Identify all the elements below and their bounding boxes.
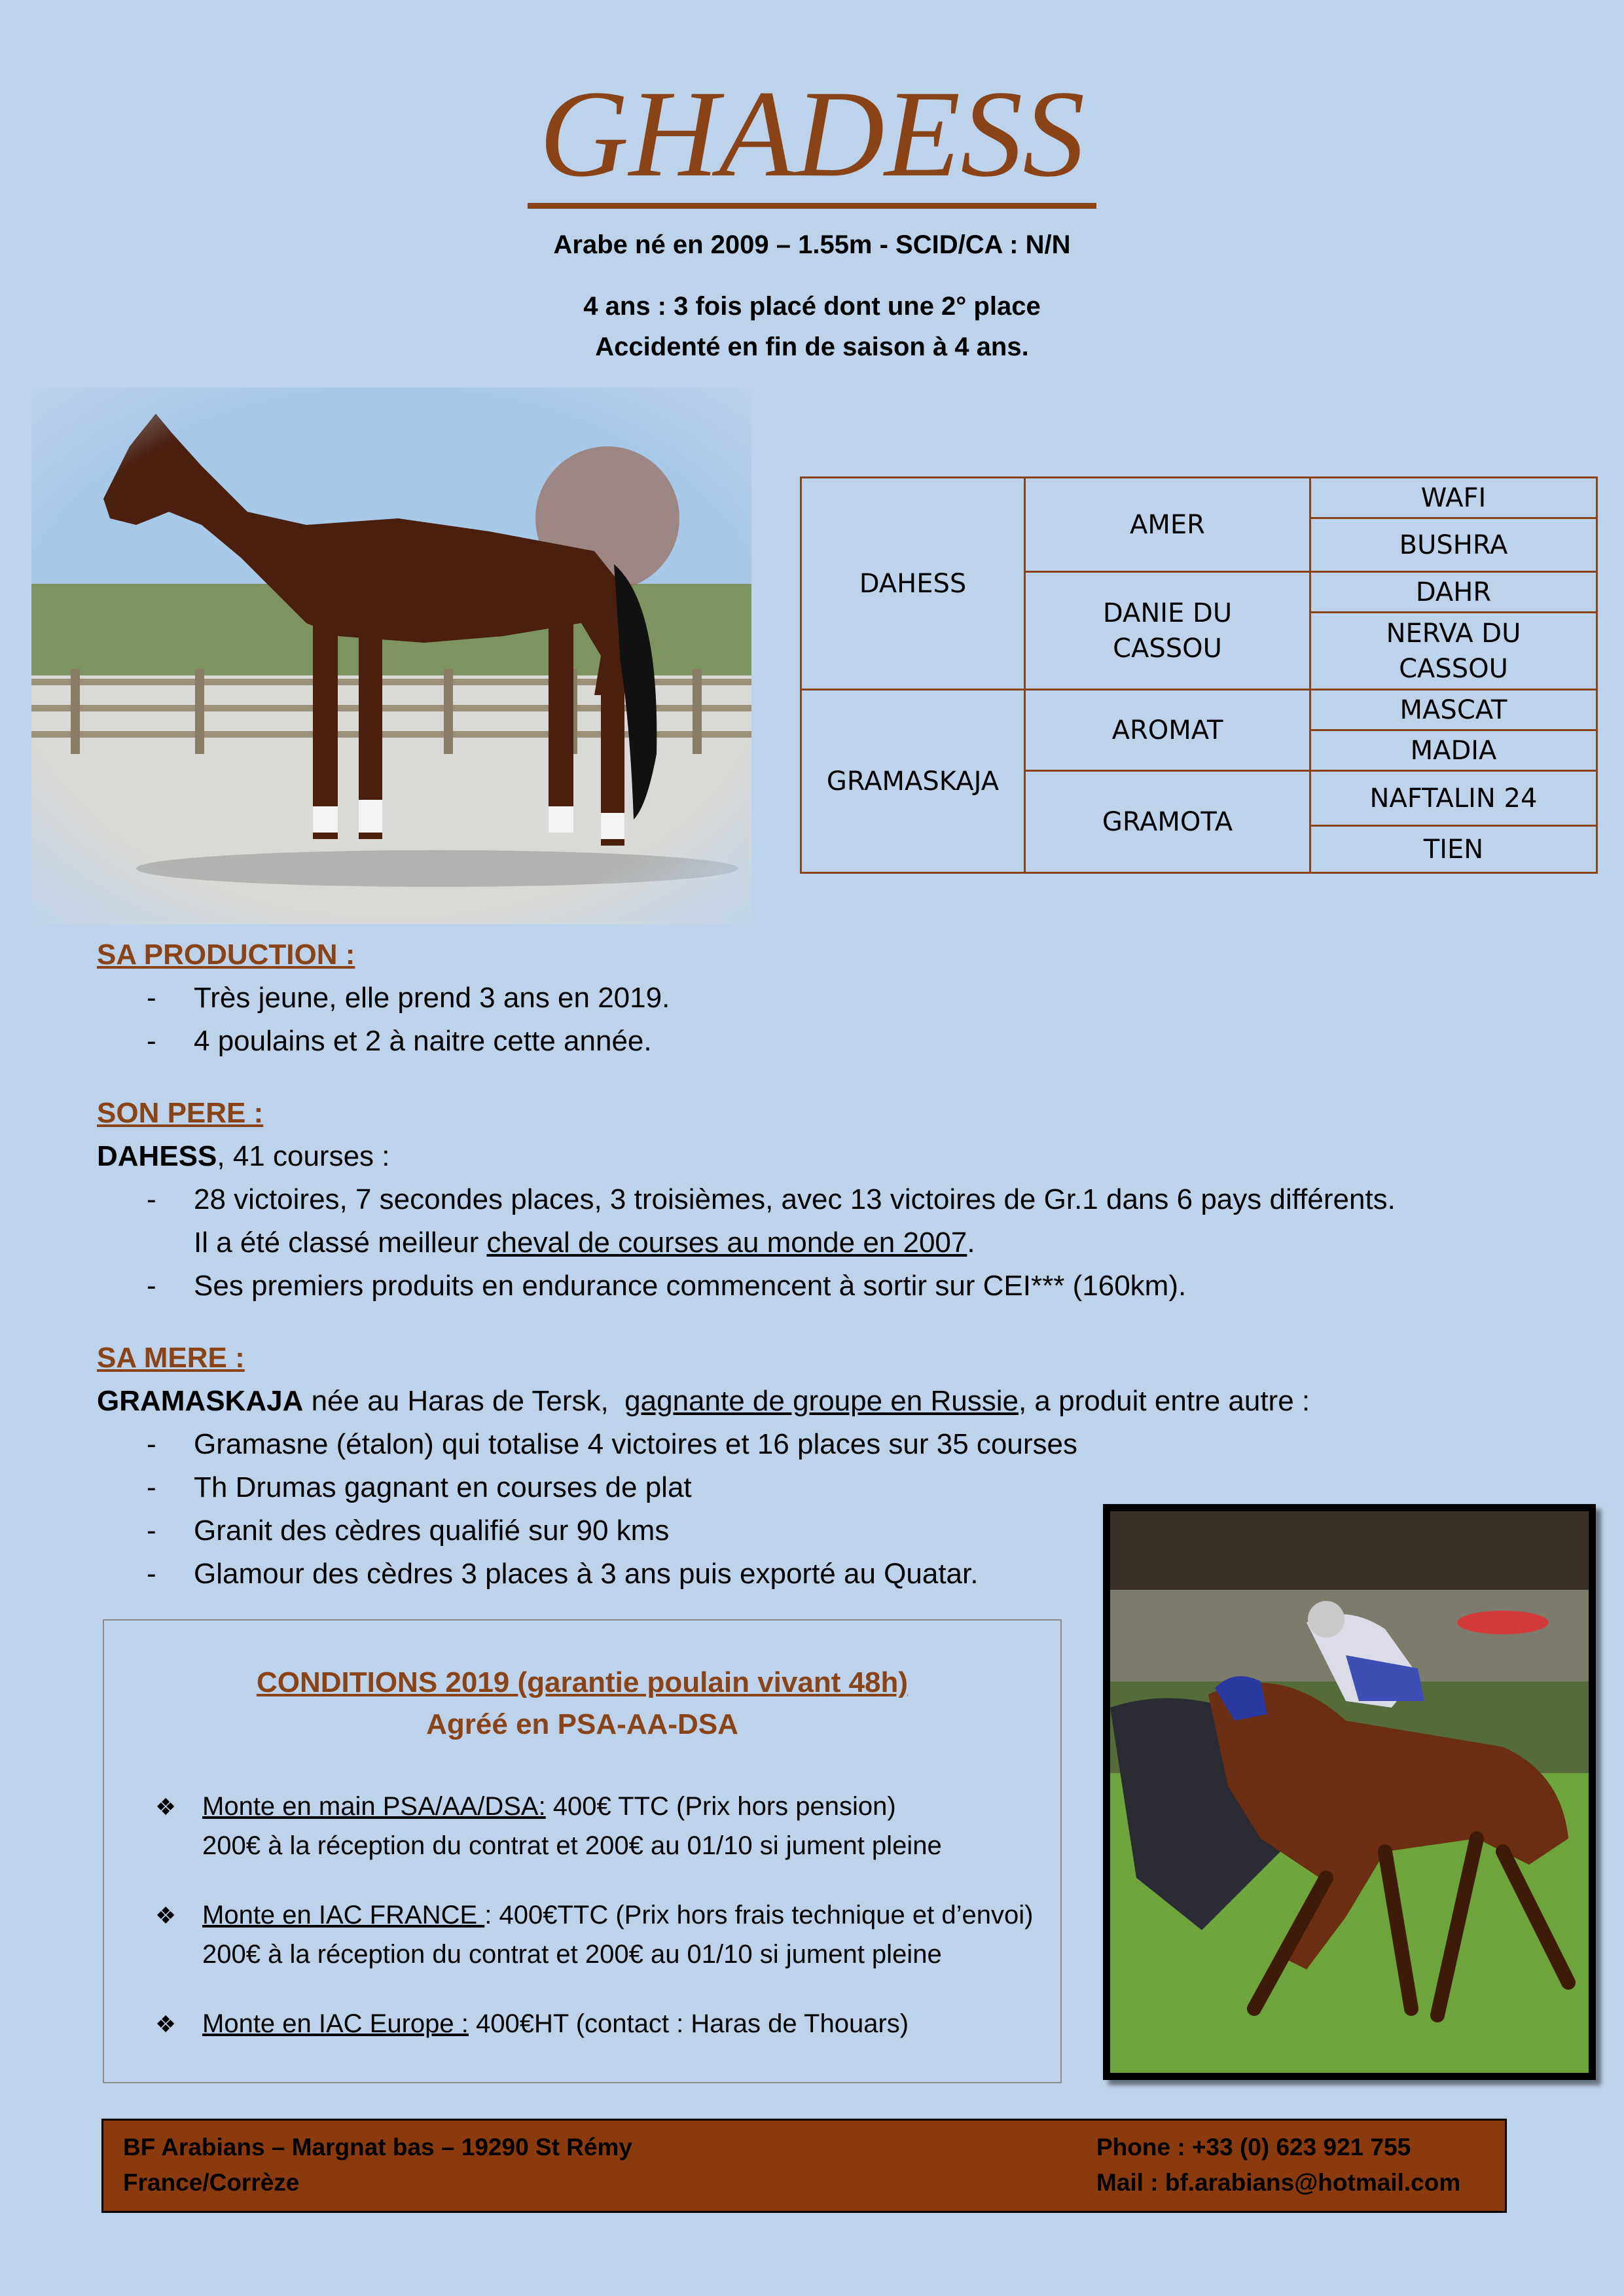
sire-heading: SON PERE : — [97, 1097, 264, 1129]
pedigree-g3-2: BUSHRA — [1310, 518, 1597, 572]
dam-intro: GRAMASKAJA née au Haras de Tersk, gagnante de groupe en Russie, a produit entre autre : — [97, 1385, 1310, 1417]
pedigree-sire: DAHESS — [801, 478, 1025, 690]
pedigree-dam-sire: AROMAT — [1025, 690, 1310, 771]
conditions-box — [103, 1619, 1062, 2083]
condition-item-continuation: 200€ à la réception du contrat et 200€ au 01/10 si jument pleine — [202, 1940, 942, 1969]
sire-intro: DAHESS, 41 courses : — [97, 1140, 390, 1172]
condition-item: ❖ Monte en IAC Europe : 400€HT (contact : Haras de Thouars) — [155, 2009, 909, 2038]
condition-item: ❖ Monte en IAC FRANCE : 400€TTC (Prix hors frais technique et d’envoi) — [155, 1901, 1034, 1929]
dam-offspring-item: - Gramasne (étalon) qui totalise 4 victoires et 16 places sur 35 courses — [147, 1428, 1077, 1460]
race-record-line1: 4 ans : 3 fois placé dont une 2° place — [583, 292, 1041, 321]
dam-offspring-item: - Th Drumas gagnant en courses de plat — [147, 1471, 692, 1503]
pedigree-g3-8: TIEN — [1310, 826, 1597, 873]
footer-phone: Phone : +33 (0) 623 921 755 — [1096, 2134, 1411, 2161]
diamond-bullet-icon: ❖ — [155, 1793, 177, 1820]
pedigree-sire-sire: AMER — [1025, 478, 1310, 572]
condition-item: ❖ Monte en main PSA/AA/DSA: 400€ TTC (Prix hors pension) — [155, 1792, 896, 1821]
footer-address-line2: France/Corrèze — [123, 2169, 300, 2196]
contact-footer — [101, 2119, 1507, 2213]
dam-offspring-item: - Granit des cèdres qualifié sur 90 kms — [147, 1515, 670, 1547]
production-item: - 4 poulains et 2 à naitre cette année. — [147, 1025, 652, 1057]
footer-mail: Mail : bf.arabians@hotmail.com — [1096, 2169, 1461, 2196]
diamond-bullet-icon: ❖ — [155, 2011, 177, 2037]
pedigree-table — [800, 476, 1598, 874]
conditions-title: CONDITIONS 2019 (garantie poulain vivant 48h) — [256, 1666, 909, 1698]
production-heading: SA PRODUCTION : — [97, 939, 355, 971]
pedigree-g3-4: NERVA DU CASSOU — [1310, 613, 1597, 690]
horse-name-title: GHADESS — [0, 72, 1624, 196]
conditions-subtitle: Agréé en PSA-AA-DSA — [426, 1708, 738, 1740]
pedigree-g3-7: NAFTALIN 24 — [1310, 771, 1597, 826]
pedigree-g3-1: WAFI — [1310, 478, 1597, 518]
pedigree-dam: GRAMASKAJA — [801, 690, 1025, 873]
dam-heading: SA MERE : — [97, 1342, 245, 1374]
pedigree-g3-5: MASCAT — [1310, 690, 1597, 730]
sire-item-continuation: Il a été classé meilleur cheval de courses au monde en 2007. — [194, 1227, 975, 1259]
diamond-bullet-icon: ❖ — [155, 1902, 177, 1929]
pedigree-sire-dam: DANIE DU CASSOU — [1025, 572, 1310, 690]
race-record-line2: Accidenté en fin de saison à 4 ans. — [595, 332, 1029, 361]
pedigree-g3-3: DAHR — [1310, 572, 1597, 613]
race-photo — [1103, 1504, 1596, 2080]
production-item: - Très jeune, elle prend 3 ans en 2019. — [147, 982, 670, 1014]
condition-item-continuation: 200€ à la réception du contrat et 200€ au 01/10 si jument pleine — [202, 1831, 942, 1860]
pedigree-g3-6: MADIA — [1310, 730, 1597, 771]
sire-item: - Ses premiers produits en endurance commencent à sortir sur CEI*** (160km). — [147, 1270, 1187, 1302]
dam-offspring-item: - Glamour des cèdres 3 places à 3 ans puis exporté au Quatar. — [147, 1558, 979, 1590]
horse-photo — [31, 387, 751, 924]
footer-address-line1: BF Arabians – Margnat bas – 19290 St Rémy — [123, 2134, 632, 2161]
pedigree-dam-dam: GRAMOTA — [1025, 771, 1310, 873]
sire-item: - 28 victoires, 7 secondes places, 3 troisièmes, avec 13 victoires de Gr.1 dans 6 pays différents. — [147, 1183, 1396, 1215]
horse-subtitle: Arabe né en 2009 – 1.55m - SCID/CA : N/N — [553, 230, 1071, 259]
